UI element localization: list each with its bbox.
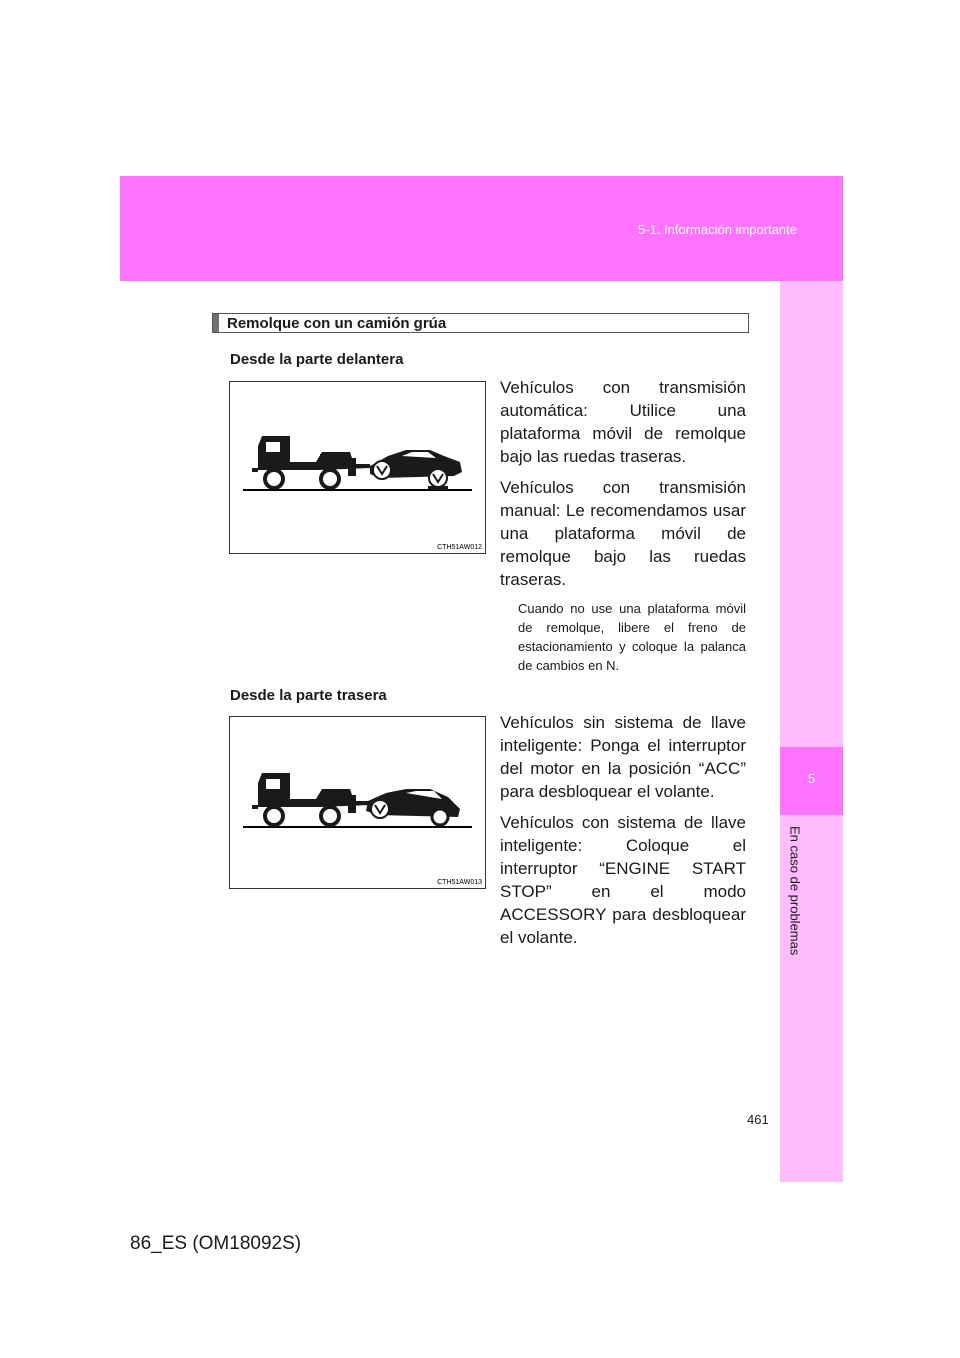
section-accent	[213, 314, 219, 332]
rear-tow-figure	[229, 716, 486, 889]
rear-paragraph-no-smart-key: Vehículos sin sistema de llave inteligente: Ponga el interruptor del motor en la posición “ACC” para desbloquear el volante.	[500, 713, 746, 801]
figure-code: CTH51AW012	[437, 544, 482, 551]
front-note: Cuando no use una plataforma móvil de remolque, libere el freno de estacionamiento y coloque la palanca de cambios en N.	[518, 601, 746, 673]
section-title: Remolque con un camión grúa	[227, 315, 447, 332]
front-heading: Desde la parte delantera	[230, 351, 404, 368]
document-footer: 86_ES (OM18092S)	[130, 1233, 302, 1254]
tow-truck-rear-illustration	[230, 717, 485, 888]
chapter-title: En caso de problemas	[787, 826, 803, 956]
chapter-number: 5	[807, 771, 816, 786]
tow-truck-front-illustration	[230, 382, 485, 553]
chapter-header-band	[120, 176, 843, 281]
chapter-tab-marker	[780, 747, 843, 815]
page-number: 461	[747, 1112, 769, 1127]
rear-paragraph-smart-key: Vehículos con sistema de llave inteligente: Coloque el interruptor “ENGINE START STOP” en el modo ACCESSORY para desbloquear el volante.	[500, 813, 746, 947]
front-paragraph-automatic: Vehículos con transmisión automática: Utilice una plataforma móvil de remolque bajo las ruedas traseras.	[500, 378, 746, 466]
front-paragraph-manual: Vehículos con transmisión manual: Le recomendamos usar una plataforma móvil de remolque bajo las ruedas traseras.	[500, 478, 746, 589]
rear-heading: Desde la parte trasera	[230, 687, 387, 704]
section-breadcrumb: 5-1. Información importante	[638, 222, 797, 237]
chapter-title-vertical	[785, 826, 805, 976]
figure-code: CTH51AW013	[437, 879, 482, 886]
front-tow-figure	[229, 381, 486, 554]
section-title-bar	[212, 313, 749, 333]
chapter-side-tab	[780, 281, 843, 1182]
